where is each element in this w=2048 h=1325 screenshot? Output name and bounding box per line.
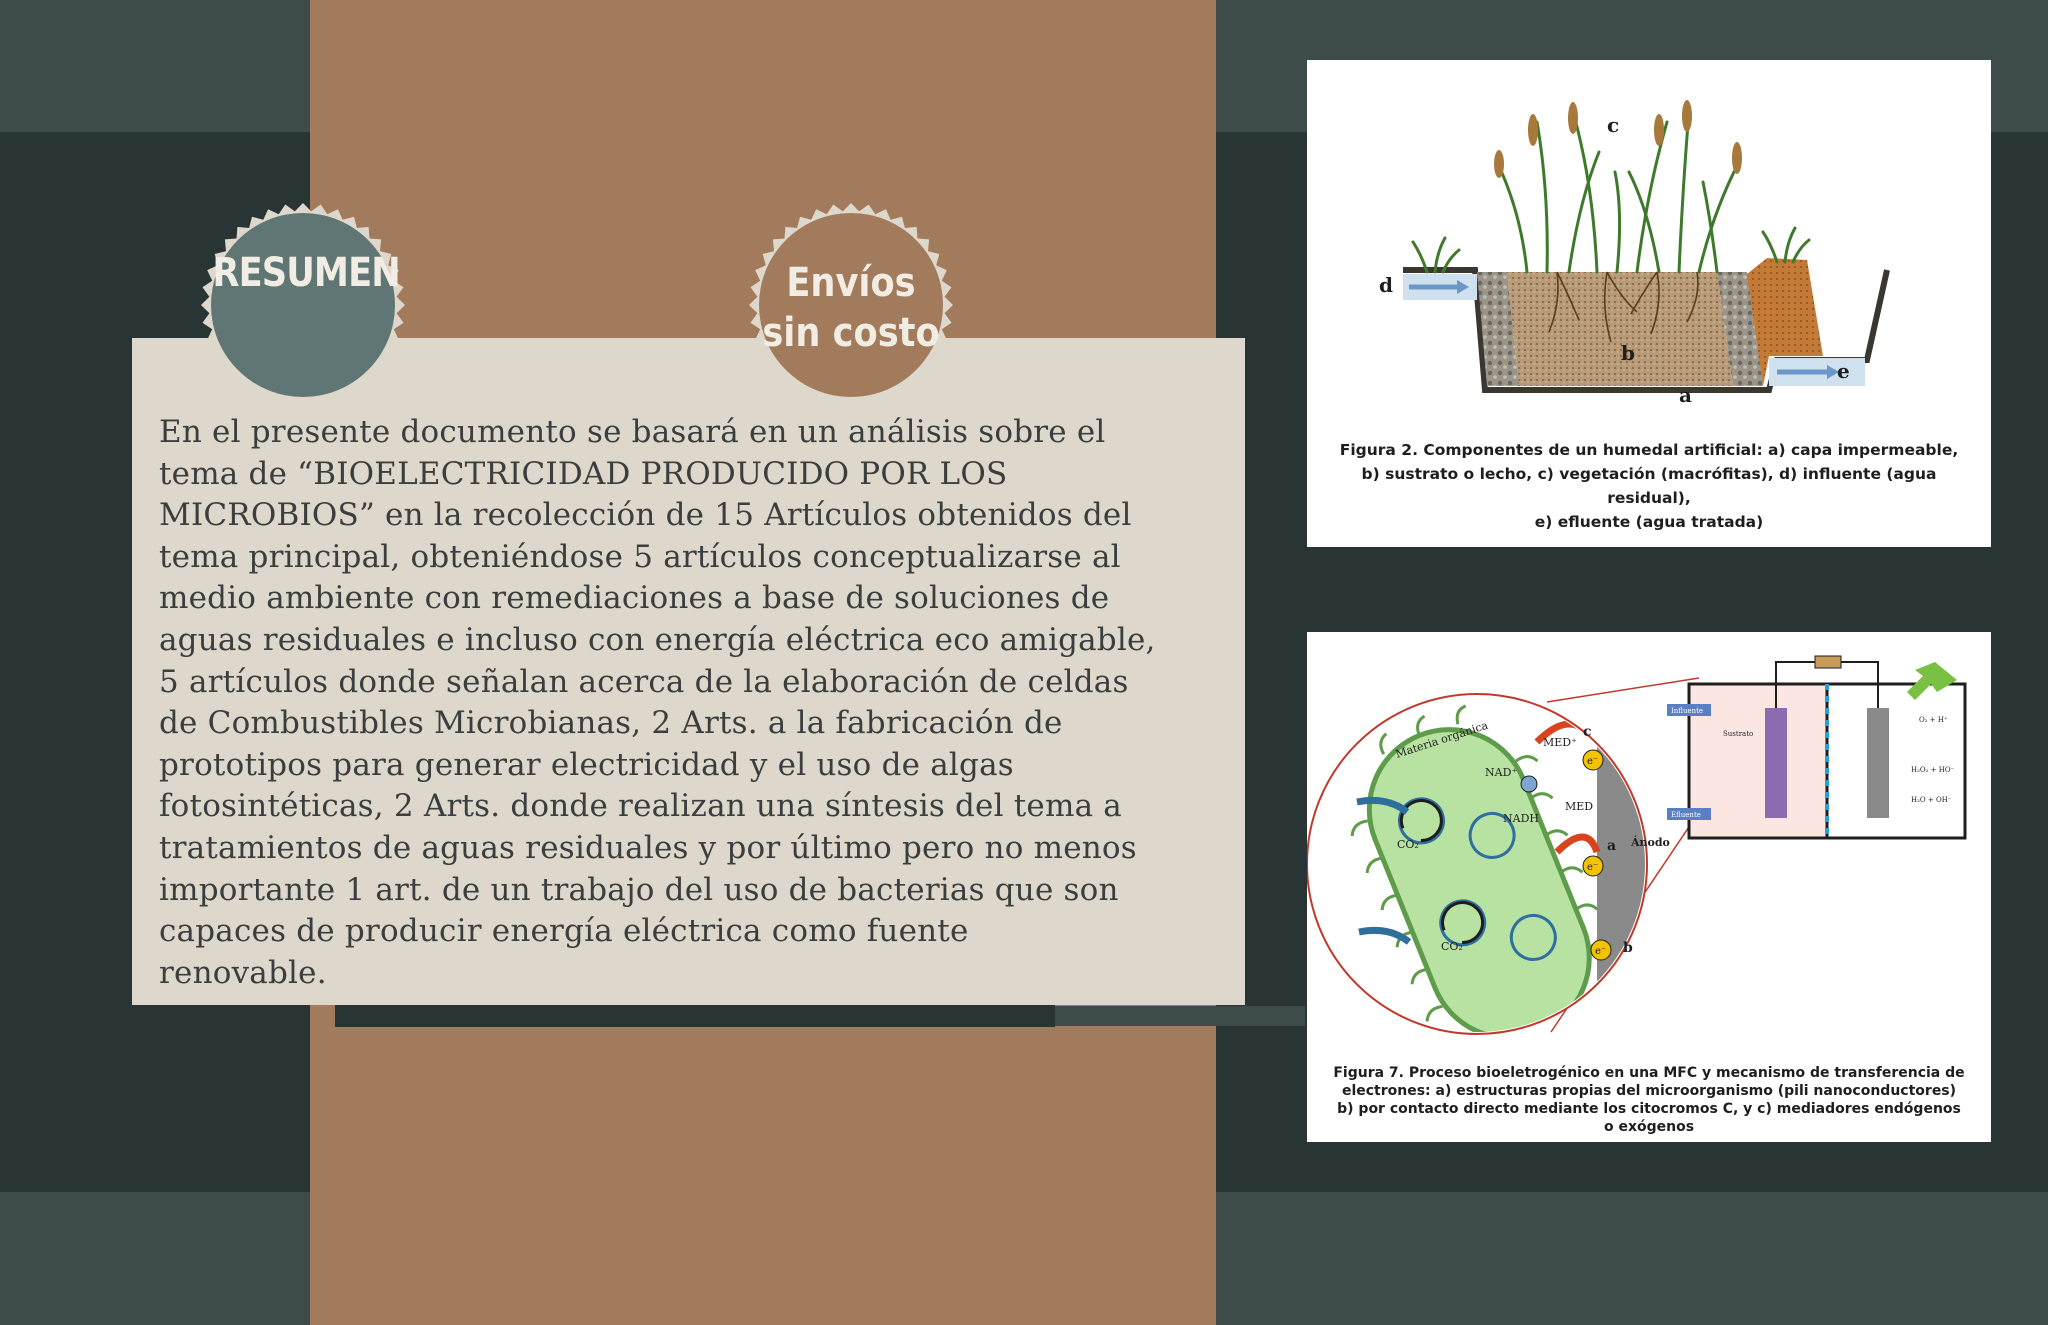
- envios-line-1: Envíos: [786, 260, 916, 306]
- scalloped-circle-icon: [200, 202, 406, 408]
- envios-badge: [748, 202, 954, 408]
- label-h2o2: H₂O₂ + HO⁻: [1911, 766, 1955, 774]
- figure-mfc-caption: [1327, 1064, 1971, 1136]
- label-b: b: [1621, 341, 1635, 365]
- summary-line: tratamientos de aguas residuales y por último pero no menos: [159, 829, 1137, 866]
- resumen-badge: [200, 202, 406, 408]
- label-materia: Materia orgánica: [1393, 718, 1490, 761]
- summary-line: En el presente documento se basará en un análisis sobre el: [159, 414, 1106, 450]
- label-c: c: [1583, 724, 1592, 740]
- figure-wetland: [1307, 60, 1991, 547]
- resumen-label: RESUMEN: [212, 250, 400, 296]
- label-med-ox: MED⁺: [1543, 736, 1577, 749]
- summary-line: importante 1 art. de un trabajo del uso de bacterias que son: [159, 871, 1119, 908]
- label-med: MED: [1565, 800, 1594, 813]
- summary-line: prototipos para generar electricidad y el uso de algas: [159, 746, 1014, 783]
- label-h2o: H₂O + OH⁻: [1911, 796, 1952, 804]
- label-c: c: [1607, 113, 1620, 137]
- label-o2: O₂ + H⁺: [1919, 716, 1948, 724]
- label-influente: Influente: [1671, 707, 1704, 715]
- label-nad: NAD⁺: [1485, 766, 1518, 779]
- summary-line: tema de “BIOELECTRICIDAD PRODUCIDO POR LOS: [159, 455, 1008, 492]
- dark-accent-strip: [335, 1005, 1055, 1027]
- slate-accent-strip: [1055, 1006, 1305, 1026]
- summary-line: medio ambiente con remediaciones a base de soluciones de: [159, 580, 1110, 617]
- summary-line: capaces de producir energía eléctrica como fuente: [159, 913, 969, 950]
- summary-line: de Combustibles Microbianas, 2 Arts. a la fabricación de: [159, 705, 1063, 742]
- summary-line: tema principal, obteniéndose 5 artículos conceptualizarse al: [159, 538, 1121, 575]
- label-electron-2: e⁻: [1587, 862, 1599, 873]
- mfc-diagram: [1307, 632, 1991, 1057]
- label-e: e: [1837, 359, 1850, 383]
- label-d: d: [1379, 273, 1393, 297]
- caption-line: Figura 7. Proceso bioeletrogénico en una MFC y mecanismo de transferencia de: [1333, 1065, 1965, 1081]
- caption-line: b) sustrato o lecho, c) vegetación (macrófitas), d) influente (agua residual),: [1361, 465, 1937, 507]
- summary-line: fotosintéticas, 2 Arts. donde realizan una síntesis del tema a: [159, 788, 1122, 825]
- label-electron: e⁻: [1587, 756, 1599, 767]
- label-electron-3: e⁻: [1595, 946, 1607, 957]
- label-b: b: [1623, 940, 1633, 956]
- envios-label: [760, 258, 941, 358]
- caption-line: Figura 2. Componentes de un humedal artificial: a) capa impermeable,: [1339, 441, 1959, 459]
- label-efluente: Efluente: [1671, 811, 1701, 819]
- label-a: a: [1607, 838, 1617, 854]
- summary-line: MICROBIOS” en la recolección de 15 Artículos obtenidos del: [159, 497, 1132, 534]
- envios-line-2: sin costo: [762, 310, 940, 356]
- caption-line: o exógenos: [1603, 1119, 1695, 1135]
- summary-line: renovable.: [159, 954, 327, 991]
- label-co2-2: CO₂: [1441, 940, 1463, 953]
- summary-line: 5 artículos donde señalan acerca de la elaboración de celdas: [159, 663, 1129, 700]
- label-a: a: [1679, 383, 1692, 407]
- label-nadh: NADH: [1503, 812, 1539, 825]
- label-sustrato: Sustrato: [1723, 730, 1754, 738]
- caption-line: b) por contacto directo mediante los citocromos C, y c) mediadores endógenos: [1337, 1101, 1961, 1117]
- caption-line: electrones: a) estructuras propias del microorganismo (pili nanoconductores): [1341, 1083, 1957, 1099]
- summary-text: [159, 412, 1179, 994]
- summary-line: aguas residuales e incluso con energía eléctrica eco amigable,: [159, 621, 1156, 658]
- wetland-diagram: [1307, 60, 1991, 420]
- label-anodo: Ánodo: [1631, 836, 1670, 849]
- caption-line: e) efluente (agua tratada): [1534, 513, 1764, 531]
- figure-mfc: [1307, 632, 1991, 1142]
- figure-wetland-caption: [1327, 438, 1971, 534]
- label-co2: CO₂: [1397, 838, 1419, 851]
